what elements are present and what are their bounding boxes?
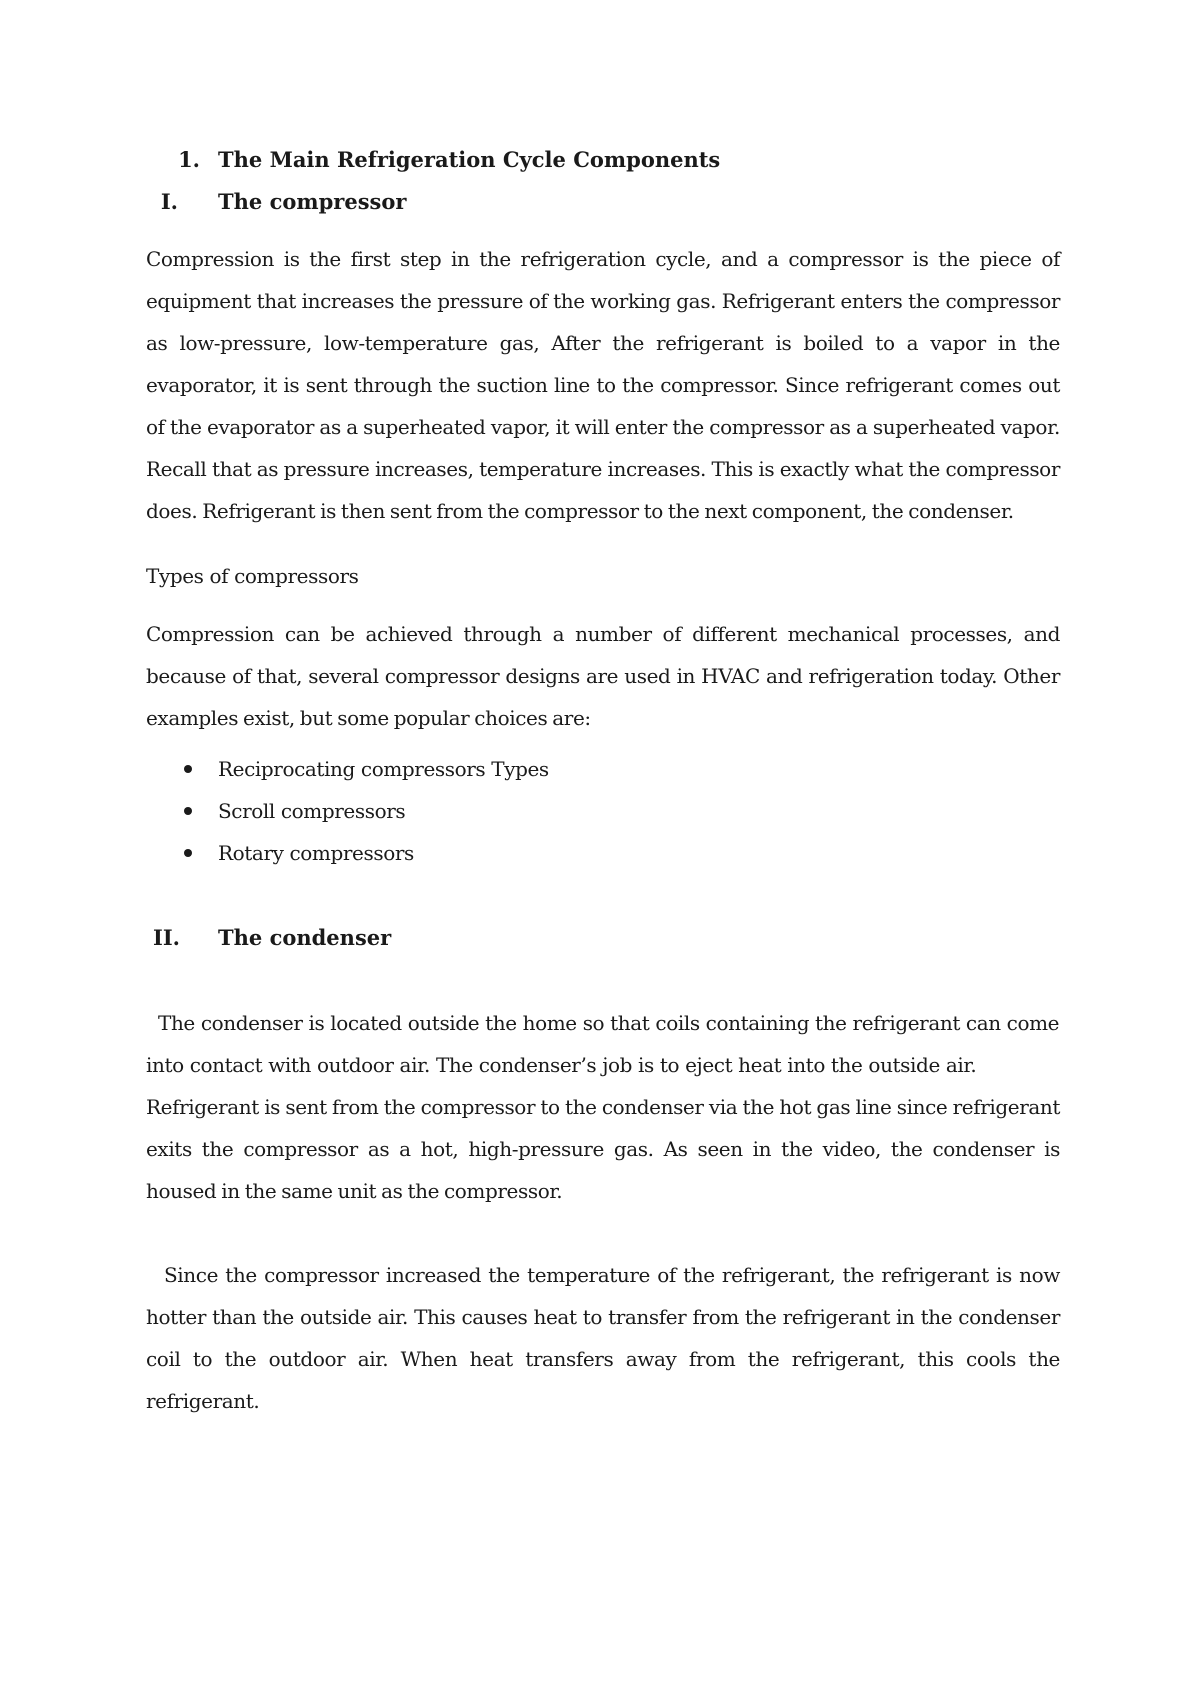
bullet-icon <box>184 849 192 857</box>
subsection-title: The compressor <box>218 189 407 214</box>
subsection-number: II. <box>153 925 180 950</box>
condenser-paragraph-2: Since the compressor increased the temperature of the refrigerant, the refrigerant is now hotter than the outside air. This causes heat to transfer from the refrigerant in the condenser coil to the outdoor air. When heat transfers away from the refrigerant, this cools the refrigerant. <box>146 1263 1060 1413</box>
bullet-icon <box>184 807 192 815</box>
list-item-label: Rotary compressors <box>218 841 414 865</box>
compressor-paragraph: Compression is the first step in the refrigeration cycle, and a compressor is the piece of equipment that increases the pressure of the working gas. Refrigerant enters the compressor as low-pressure, low-temperature gas, After the refrigerant is boiled to a vapor in the evaporator, it is sent through the suction line to the compressor. Since refrigerant comes out of the evaporator as a superheated vapor, it will enter the compressor as a superheated vapor. Recall that as pressure increases, temperature increases. This is exactly what the compressor does. Refrigerant is then sent from the compressor to the next component, the condenser. <box>146 247 1060 523</box>
types-of-compressors-label: Types of compressors <box>146 564 359 588</box>
subsection-title: The condenser <box>218 925 392 950</box>
subsection-number: I. <box>160 189 178 214</box>
list-item-label: Scroll compressors <box>218 799 406 823</box>
section-title: The Main Refrigeration Cycle Components <box>218 147 721 172</box>
condenser-paragraph-line-2: into contact with outdoor air. The condenser’s job is to eject heat into the outside air. <box>146 1053 977 1077</box>
section-number: 1. <box>178 147 200 172</box>
condenser-paragraph-line-1: The condenser is located outside the home so that coils containing the refrigerant can come <box>158 1011 1060 1035</box>
bullet-icon <box>184 765 192 773</box>
compressor-types-paragraph: Compression can be achieved through a number of different mechanical processes, and because of that, several compressor designs are used in HVAC and refrigeration today. Other examples exist, but some popular choices are: <box>146 622 1060 730</box>
list-item-label: Reciprocating compressors Types <box>218 757 549 781</box>
condenser-paragraph-continued: Refrigerant is sent from the compressor to the condenser via the hot gas line since refrigerant exits the compressor as a hot, high-pressure gas. As seen in the video, the condenser is housed in the same unit as the compressor. <box>146 1095 1060 1203</box>
